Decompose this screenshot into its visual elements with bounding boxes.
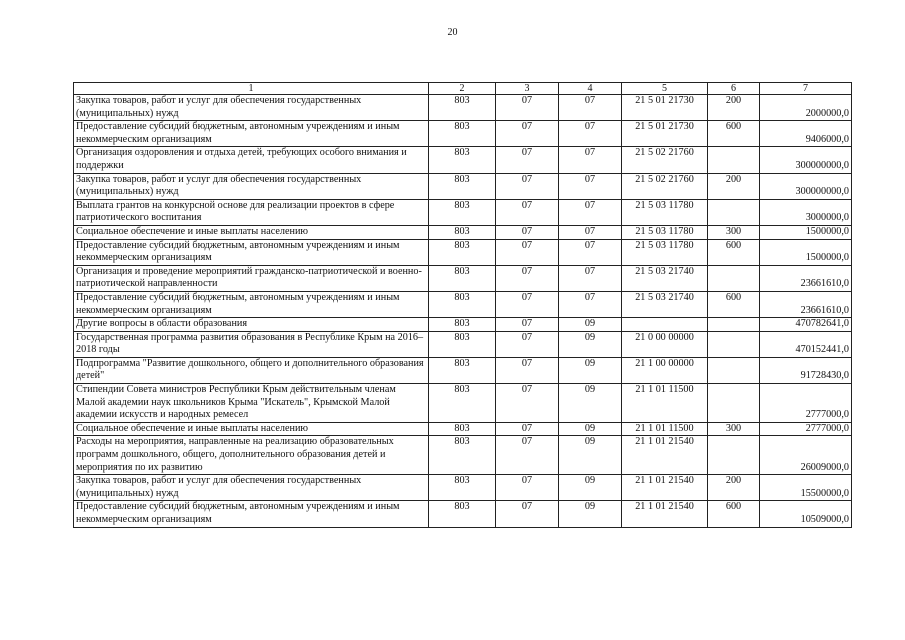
row-code-cell: 803 xyxy=(429,95,496,121)
row-subsection-cell: 09 xyxy=(559,436,622,475)
row-expense-type-cell: 600 xyxy=(708,501,760,527)
row-code-cell: 803 xyxy=(429,436,496,475)
row-expense-type-cell xyxy=(708,384,760,423)
row-subsection-cell: 09 xyxy=(559,475,622,501)
row-amount-cell: 470782641,0 xyxy=(760,318,852,332)
row-section-cell: 07 xyxy=(496,384,559,423)
row-subsection-cell: 09 xyxy=(559,318,622,332)
row-section-cell: 07 xyxy=(496,357,559,383)
row-expense-type-cell: 200 xyxy=(708,95,760,121)
row-name-cell: Социальное обеспечение и иные выплаты населению xyxy=(74,422,429,436)
row-section-cell: 07 xyxy=(496,199,559,225)
row-name-cell: Другие вопросы в области образования xyxy=(74,318,429,332)
row-subsection-cell: 09 xyxy=(559,501,622,527)
row-name-cell: Организация и проведение мероприятий гражданско-патриотической и военно-патриотической направленности xyxy=(74,265,429,291)
row-subsection-cell: 07 xyxy=(559,173,622,199)
row-code-cell: 803 xyxy=(429,318,496,332)
row-expense-type-cell: 300 xyxy=(708,225,760,239)
row-code-cell: 803 xyxy=(429,422,496,436)
row-name-cell: Организация оздоровления и отдыха детей, требующих особого внимания и поддержки xyxy=(74,147,429,173)
row-subsection-cell: 07 xyxy=(559,265,622,291)
table-row xyxy=(74,199,852,225)
row-name-cell: Стипендии Совета министров Республики Крым действительным членам Малой академии наук школьников Крыма "Искатель", Крымской Малой академии искусств и народных ремесел xyxy=(74,384,429,423)
row-section-cell: 07 xyxy=(496,147,559,173)
row-section-cell: 07 xyxy=(496,225,559,239)
row-expense-type-cell xyxy=(708,318,760,332)
row-target-article-cell: 21 5 01 21730 xyxy=(622,121,708,147)
table-row xyxy=(74,384,852,423)
row-amount-cell: 300000000,0 xyxy=(760,147,852,173)
row-expense-type-cell: 600 xyxy=(708,121,760,147)
column-header: 6 xyxy=(708,83,760,95)
row-name-cell: Предоставление субсидий бюджетным, автономным учреждениям и иным некоммерческим организациям xyxy=(74,291,429,317)
row-amount-cell: 1500000,0 xyxy=(760,225,852,239)
row-code-cell: 803 xyxy=(429,147,496,173)
row-target-article-cell: 21 1 01 21540 xyxy=(622,501,708,527)
row-code-cell: 803 xyxy=(429,121,496,147)
row-subsection-cell: 07 xyxy=(559,291,622,317)
row-target-article-cell: 21 5 03 11780 xyxy=(622,239,708,265)
row-code-cell: 803 xyxy=(429,291,496,317)
row-target-article-cell: 21 5 01 21730 xyxy=(622,95,708,121)
row-subsection-cell: 07 xyxy=(559,95,622,121)
row-target-article-cell: 21 1 01 11500 xyxy=(622,384,708,423)
row-target-article-cell: 21 5 02 21760 xyxy=(622,147,708,173)
table-row xyxy=(74,225,852,239)
row-target-article-cell: 21 0 00 00000 xyxy=(622,331,708,357)
row-section-cell: 07 xyxy=(496,291,559,317)
row-name-cell: Социальное обеспечение и иные выплаты населению xyxy=(74,225,429,239)
row-target-article-cell: 21 5 03 21740 xyxy=(622,265,708,291)
row-name-cell: Предоставление субсидий бюджетным, автономным учреждениям и иным некоммерческим организациям xyxy=(74,239,429,265)
row-section-cell: 07 xyxy=(496,173,559,199)
table-row xyxy=(74,501,852,527)
row-amount-cell: 23661610,0 xyxy=(760,291,852,317)
column-header: 4 xyxy=(559,83,622,95)
row-amount-cell: 91728430,0 xyxy=(760,357,852,383)
table-row xyxy=(74,121,852,147)
row-target-article-cell: 21 1 01 11500 xyxy=(622,422,708,436)
row-expense-type-cell xyxy=(708,331,760,357)
table-row xyxy=(74,331,852,357)
row-name-cell: Закупка товаров, работ и услуг для обеспечения государственных (муниципальных) нужд xyxy=(74,95,429,121)
table-row xyxy=(74,95,852,121)
row-name-cell: Предоставление субсидий бюджетным, автономным учреждениям и иным некоммерческим организациям xyxy=(74,121,429,147)
row-amount-cell: 2777000,0 xyxy=(760,422,852,436)
row-name-cell: Закупка товаров, работ и услуг для обеспечения государственных (муниципальных) нужд xyxy=(74,173,429,199)
row-expense-type-cell xyxy=(708,436,760,475)
row-amount-cell: 2000000,0 xyxy=(760,95,852,121)
row-subsection-cell: 09 xyxy=(559,384,622,423)
row-code-cell: 803 xyxy=(429,225,496,239)
row-section-cell: 07 xyxy=(496,331,559,357)
row-target-article-cell: 21 5 03 11780 xyxy=(622,199,708,225)
row-expense-type-cell xyxy=(708,147,760,173)
row-target-article-cell: 21 5 02 21760 xyxy=(622,173,708,199)
row-expense-type-cell: 600 xyxy=(708,239,760,265)
table-row xyxy=(74,436,852,475)
row-subsection-cell: 09 xyxy=(559,357,622,383)
row-code-cell: 803 xyxy=(429,357,496,383)
row-section-cell: 07 xyxy=(496,501,559,527)
row-section-cell: 07 xyxy=(496,265,559,291)
row-section-cell: 07 xyxy=(496,422,559,436)
page-number: 20 xyxy=(447,27,458,38)
column-header: 2 xyxy=(429,83,496,95)
row-target-article-cell: 21 5 03 11780 xyxy=(622,225,708,239)
row-amount-cell: 300000000,0 xyxy=(760,173,852,199)
column-header: 1 xyxy=(74,83,429,95)
row-name-cell: Предоставление субсидий бюджетным, автономным учреждениям и иным некоммерческим организациям xyxy=(74,501,429,527)
row-code-cell: 803 xyxy=(429,173,496,199)
row-subsection-cell: 07 xyxy=(559,199,622,225)
row-target-article-cell: 21 1 01 21540 xyxy=(622,475,708,501)
table-row xyxy=(74,147,852,173)
row-section-cell: 07 xyxy=(496,475,559,501)
row-target-article-cell xyxy=(622,318,708,332)
row-section-cell: 07 xyxy=(496,121,559,147)
row-expense-type-cell xyxy=(708,357,760,383)
row-section-cell: 07 xyxy=(496,436,559,475)
table-row xyxy=(74,357,852,383)
row-expense-type-cell xyxy=(708,265,760,291)
row-expense-type-cell: 300 xyxy=(708,422,760,436)
row-target-article-cell: 21 1 00 00000 xyxy=(622,357,708,383)
row-name-cell: Расходы на мероприятия, направленные на реализацию образовательных программ дошкольного, общего, дополнительного образования детей и мероприятия по их развитию xyxy=(74,436,429,475)
table-row xyxy=(74,291,852,317)
row-subsection-cell: 07 xyxy=(559,147,622,173)
row-section-cell: 07 xyxy=(496,95,559,121)
row-subsection-cell: 07 xyxy=(559,239,622,265)
row-section-cell: 07 xyxy=(496,239,559,265)
row-name-cell: Подпрограмма "Развитие дошкольного, общего и дополнительного образования детей" xyxy=(74,357,429,383)
row-name-cell: Государственная программа развития образования в Республике Крым на 2016–2018 годы xyxy=(74,331,429,357)
row-section-cell: 07 xyxy=(496,318,559,332)
row-expense-type-cell: 200 xyxy=(708,173,760,199)
row-subsection-cell: 07 xyxy=(559,225,622,239)
row-code-cell: 803 xyxy=(429,331,496,357)
table-header-row xyxy=(74,83,852,95)
table-row xyxy=(74,475,852,501)
row-amount-cell: 470152441,0 xyxy=(760,331,852,357)
table-row xyxy=(74,265,852,291)
table-row xyxy=(74,318,852,332)
table-row xyxy=(74,422,852,436)
row-code-cell: 803 xyxy=(429,475,496,501)
row-amount-cell: 26009000,0 xyxy=(760,436,852,475)
row-amount-cell: 10509000,0 xyxy=(760,501,852,527)
row-expense-type-cell: 600 xyxy=(708,291,760,317)
table-row xyxy=(74,239,852,265)
row-code-cell: 803 xyxy=(429,265,496,291)
row-amount-cell: 3000000,0 xyxy=(760,199,852,225)
row-code-cell: 803 xyxy=(429,239,496,265)
row-target-article-cell: 21 5 03 21740 xyxy=(622,291,708,317)
row-subsection-cell: 09 xyxy=(559,422,622,436)
row-amount-cell: 23661610,0 xyxy=(760,265,852,291)
row-target-article-cell: 21 1 01 21540 xyxy=(622,436,708,475)
row-amount-cell: 1500000,0 xyxy=(760,239,852,265)
row-code-cell: 803 xyxy=(429,501,496,527)
row-expense-type-cell: 200 xyxy=(708,475,760,501)
row-amount-cell: 15500000,0 xyxy=(760,475,852,501)
row-subsection-cell: 07 xyxy=(559,121,622,147)
column-header: 5 xyxy=(622,83,708,95)
table-row xyxy=(74,173,852,199)
column-header: 3 xyxy=(496,83,559,95)
row-code-cell: 803 xyxy=(429,384,496,423)
row-code-cell: 803 xyxy=(429,199,496,225)
row-expense-type-cell xyxy=(708,199,760,225)
row-subsection-cell: 09 xyxy=(559,331,622,357)
row-amount-cell: 2777000,0 xyxy=(760,384,852,423)
row-amount-cell: 9406000,0 xyxy=(760,121,852,147)
budget-table xyxy=(73,82,852,528)
column-header: 7 xyxy=(760,83,852,95)
row-name-cell: Закупка товаров, работ и услуг для обеспечения государственных (муниципальных) нужд xyxy=(74,475,429,501)
row-name-cell: Выплата грантов на конкурсной основе для реализации проектов в сфере патриотического воспитания xyxy=(74,199,429,225)
